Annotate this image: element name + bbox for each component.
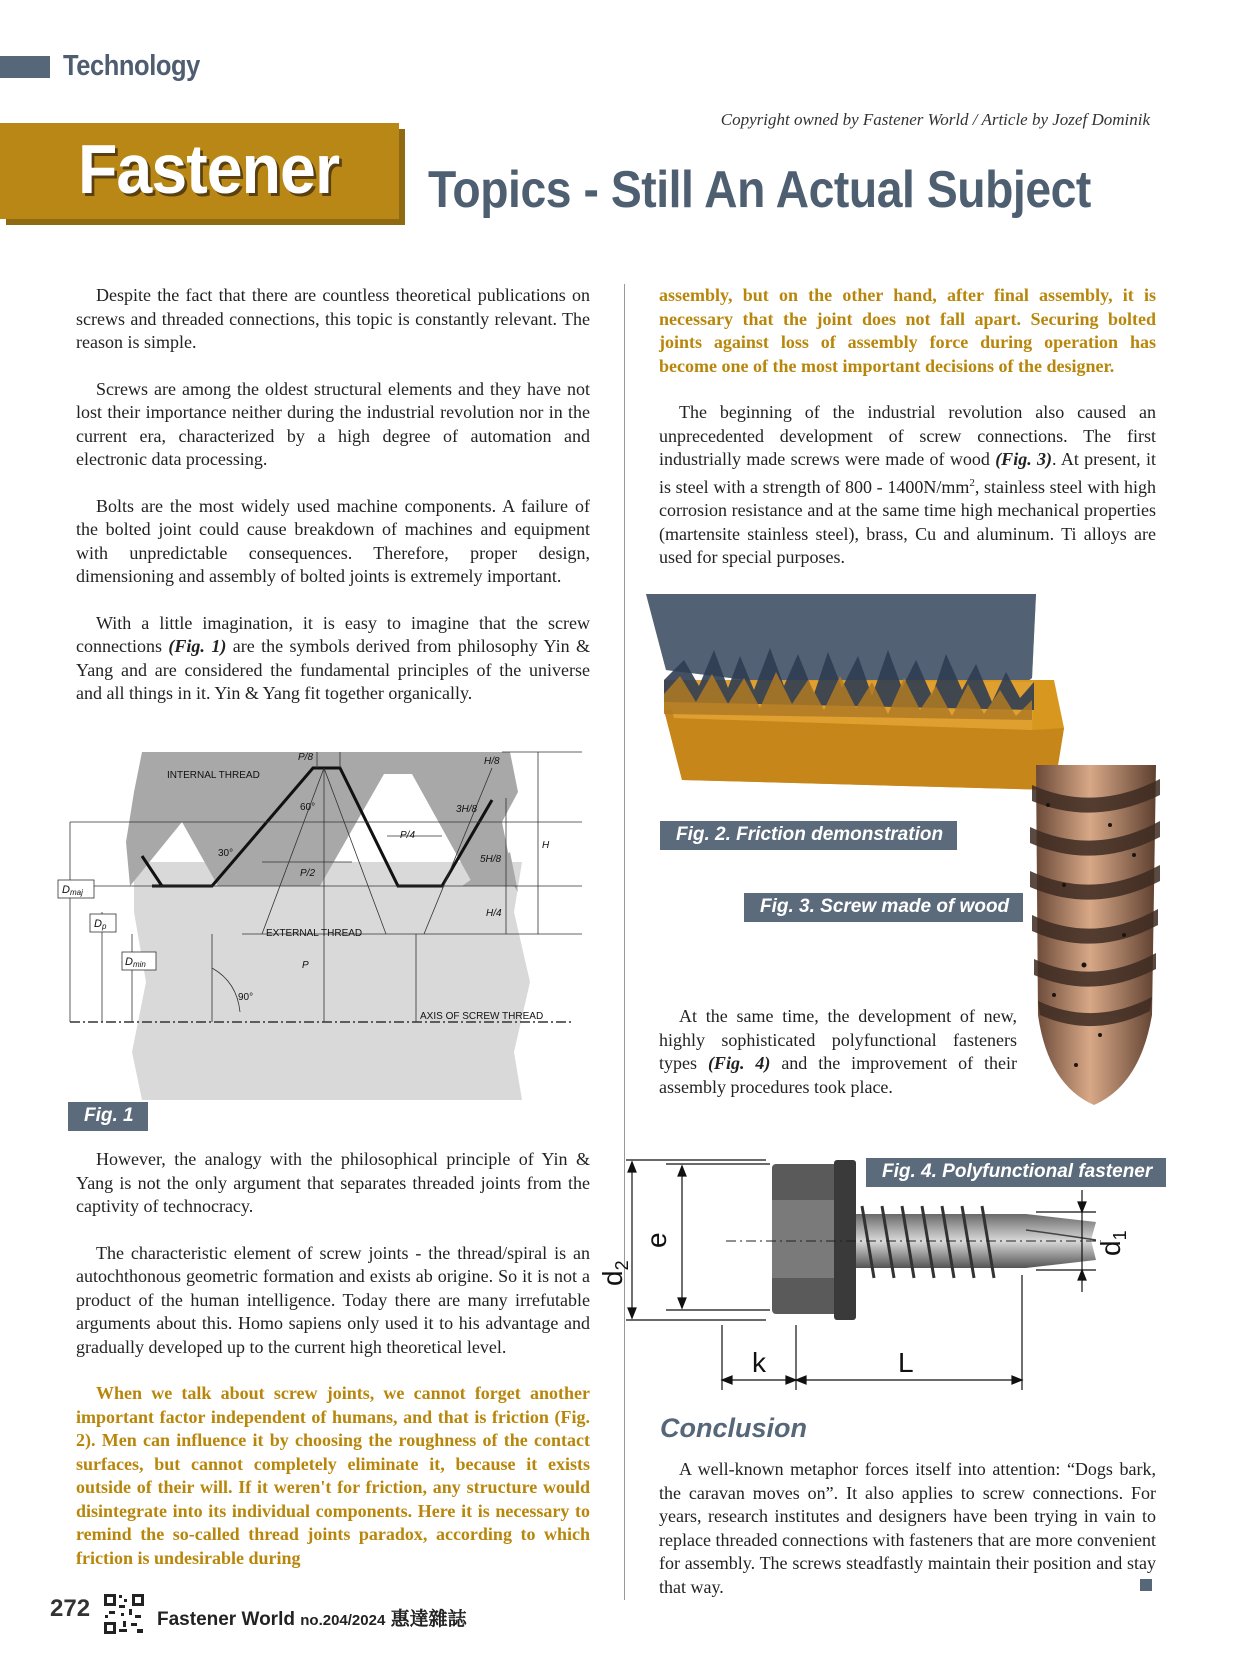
- dim-k: k: [752, 1347, 766, 1378]
- text-run: With a little imagination, it is easy to imagine that the screw connections: [76, 612, 590, 656]
- figure-reference: (Fig. 3): [995, 449, 1053, 469]
- text-run: The beginning of the industrial revolution also caused an unprecedented development of screw connections. The first industrially made screws were made of wood: [659, 402, 1156, 469]
- dim-d1: $d_1$: [1095, 1230, 1130, 1256]
- label-60deg: 60°: [300, 802, 316, 813]
- superscript: 2: [969, 476, 975, 489]
- paragraph: [659, 401, 1156, 570]
- dim-e: e: [641, 1232, 672, 1248]
- section-label: Technology: [63, 50, 200, 82]
- text-run: , stainless steel with high corrosion resistance and at the same time high mechanical properties (martensite stainless steel), brass, Cu and aluminum. Ti alloys are used for special purposes.: [659, 476, 1156, 567]
- conclusion-text: [659, 1458, 1156, 1622]
- paragraph: Bolts are the most widely used machine components. A failure of the bolted joint could cause breakdown of machines and equipment with unpredictable consequences. Therefore, proper design, dimensioning and assembly of bolted joints is extremely important.: [76, 495, 590, 586]
- label-dmin: Dmin: [125, 956, 146, 969]
- dim-l: L: [898, 1347, 914, 1378]
- end-mark: [1140, 1579, 1152, 1591]
- paragraph: Despite the fact that there are countless theoretical publications on screws and threaded connections, this topic is constantly relevant. The reason is simple.: [76, 285, 590, 352]
- fig3-wood-screw-image: [1024, 765, 1164, 1110]
- column-2-middle: [659, 1005, 1017, 1122]
- title-highlight: Fastener: [78, 130, 340, 208]
- issue-number: no.204/2024: [300, 1612, 386, 1629]
- paragraph: [76, 612, 590, 706]
- label-p2: P/2: [300, 868, 316, 879]
- title-highlight-box: [0, 123, 399, 219]
- label-h: H: [542, 840, 550, 851]
- highlighted-paragraph: assembly, but on the other hand, after final assembly, it is necessary that the joint does not fall apart. Securing bolted joints against loss of assembly force during operation has become one of the most important decisions of the designer.: [659, 285, 1156, 376]
- page-title: Topics - Still An Actual Subject: [428, 161, 1091, 219]
- label-external-thread: EXTERNAL THREAD: [266, 928, 363, 939]
- column-2-top: [659, 284, 1156, 593]
- fig2-friction-image: [644, 590, 1064, 790]
- label-90deg: 90°: [238, 992, 254, 1003]
- text-run: are the symbols derived from philosophy Yin & Yang and are considered the fundamental principles of the universe and all things in it. Yin & Yang fit together organically.: [76, 636, 590, 703]
- magazine-name: [157, 1604, 467, 1631]
- label-internal-thread: INTERNAL THREAD: [167, 770, 260, 781]
- label-5h8: 5H/8: [480, 854, 502, 865]
- label-dp: Dp: [94, 918, 107, 931]
- paragraph: A well-known metaphor forces itself into attention: “Dogs bark, the caravan moves on”. It also applies to screw connections. For years, research institutes and designers have been trying in vain to replace threaded connections with fasteners that are more convenient for assembly. The screws steadfastly maintain their position and stay that way.: [659, 1459, 1156, 1597]
- paragraph: The characteristic element of screw joints - the thread/spiral is an autochthonous geometric formation and exists ab origine. So it is not a product of the human intelligence. Today there are many irrefutable arguments about this. Homo sapiens only used it to his advantage and gradually developed up to the current high theoretical level.: [76, 1242, 590, 1357]
- label-p: P: [302, 960, 309, 971]
- label-dmaj: Dmaj: [62, 884, 83, 897]
- label-axis: AXIS OF SCREW THREAD: [420, 1011, 544, 1022]
- magazine-title: Fastener World: [157, 1609, 295, 1630]
- label-p4: P/4: [400, 830, 416, 841]
- label-30deg: 30°: [218, 848, 234, 859]
- column-1-top: [76, 284, 590, 729]
- fig1-thread-diagram: [62, 752, 602, 1104]
- conclusion-heading: Conclusion: [660, 1413, 807, 1443]
- paragraph: [659, 1005, 1017, 1099]
- text-run: . At present, it is steel with a strength of 800 - 1400N/mm: [659, 449, 1156, 497]
- figure-reference: (Fig. 1): [168, 636, 227, 656]
- column-divider: [624, 284, 625, 1600]
- fig4-fastener-drawing: [597, 1150, 1166, 1410]
- text-run: At the same time, the development of new, highly sophisticated polyfunctional fasteners types: [659, 1006, 1017, 1073]
- fig1-caption: Fig. 1: [68, 1102, 148, 1131]
- fig3-caption: Fig. 3. Screw made of wood: [744, 893, 1023, 922]
- text-run: and the improvement of their assembly procedures took place.: [659, 1053, 1017, 1097]
- paragraph: Screws are among the oldest structural elements and they have not lost their importance neither during the industrial revolution nor in the current era, characterized by a high degree of automation and electronic data processing.: [76, 378, 590, 469]
- label-p8: P/8: [298, 752, 314, 763]
- label-h4: H/4: [486, 908, 502, 919]
- paragraph: However, the analogy with the philosophical principle of Yin & Yang is not the only argument that separates threaded joints from the captivity of technocracy.: [76, 1149, 590, 1216]
- figure-reference: (Fig. 4): [707, 1053, 771, 1073]
- label-h8: H/8: [484, 756, 500, 767]
- page-number: 272: [50, 1595, 91, 1622]
- magazine-chinese-name: 惠達雜誌: [390, 1609, 467, 1630]
- dim-d2: $d_2$: [597, 1260, 632, 1286]
- qr-code-icon: [103, 1593, 145, 1635]
- column-1-bottom: [76, 1148, 590, 1593]
- label-3h8: 3H/8: [456, 804, 478, 815]
- highlighted-paragraph: When we talk about screw joints, we cannot forget another important factor independent of humans, and that is friction (Fig. 2). Men can influence it by choosing the roughness of the contact surfaces, but cannot completely eliminate it, because it exists outside of their will. If it weren't for friction, any structure would disintegrate into its individual components. Here it is necessary to remind the so-called thread joints paradox, according to which friction is undesirable during: [76, 1383, 590, 1568]
- copyright-line: Copyright owned by Fastener World / Article by Jozef Dominik: [720, 110, 1150, 129]
- fig2-caption: Fig. 2. Friction demonstration: [660, 821, 957, 850]
- section-bar: [0, 56, 50, 78]
- fig4-caption: Fig. 4. Polyfunctional fastener: [866, 1158, 1166, 1187]
